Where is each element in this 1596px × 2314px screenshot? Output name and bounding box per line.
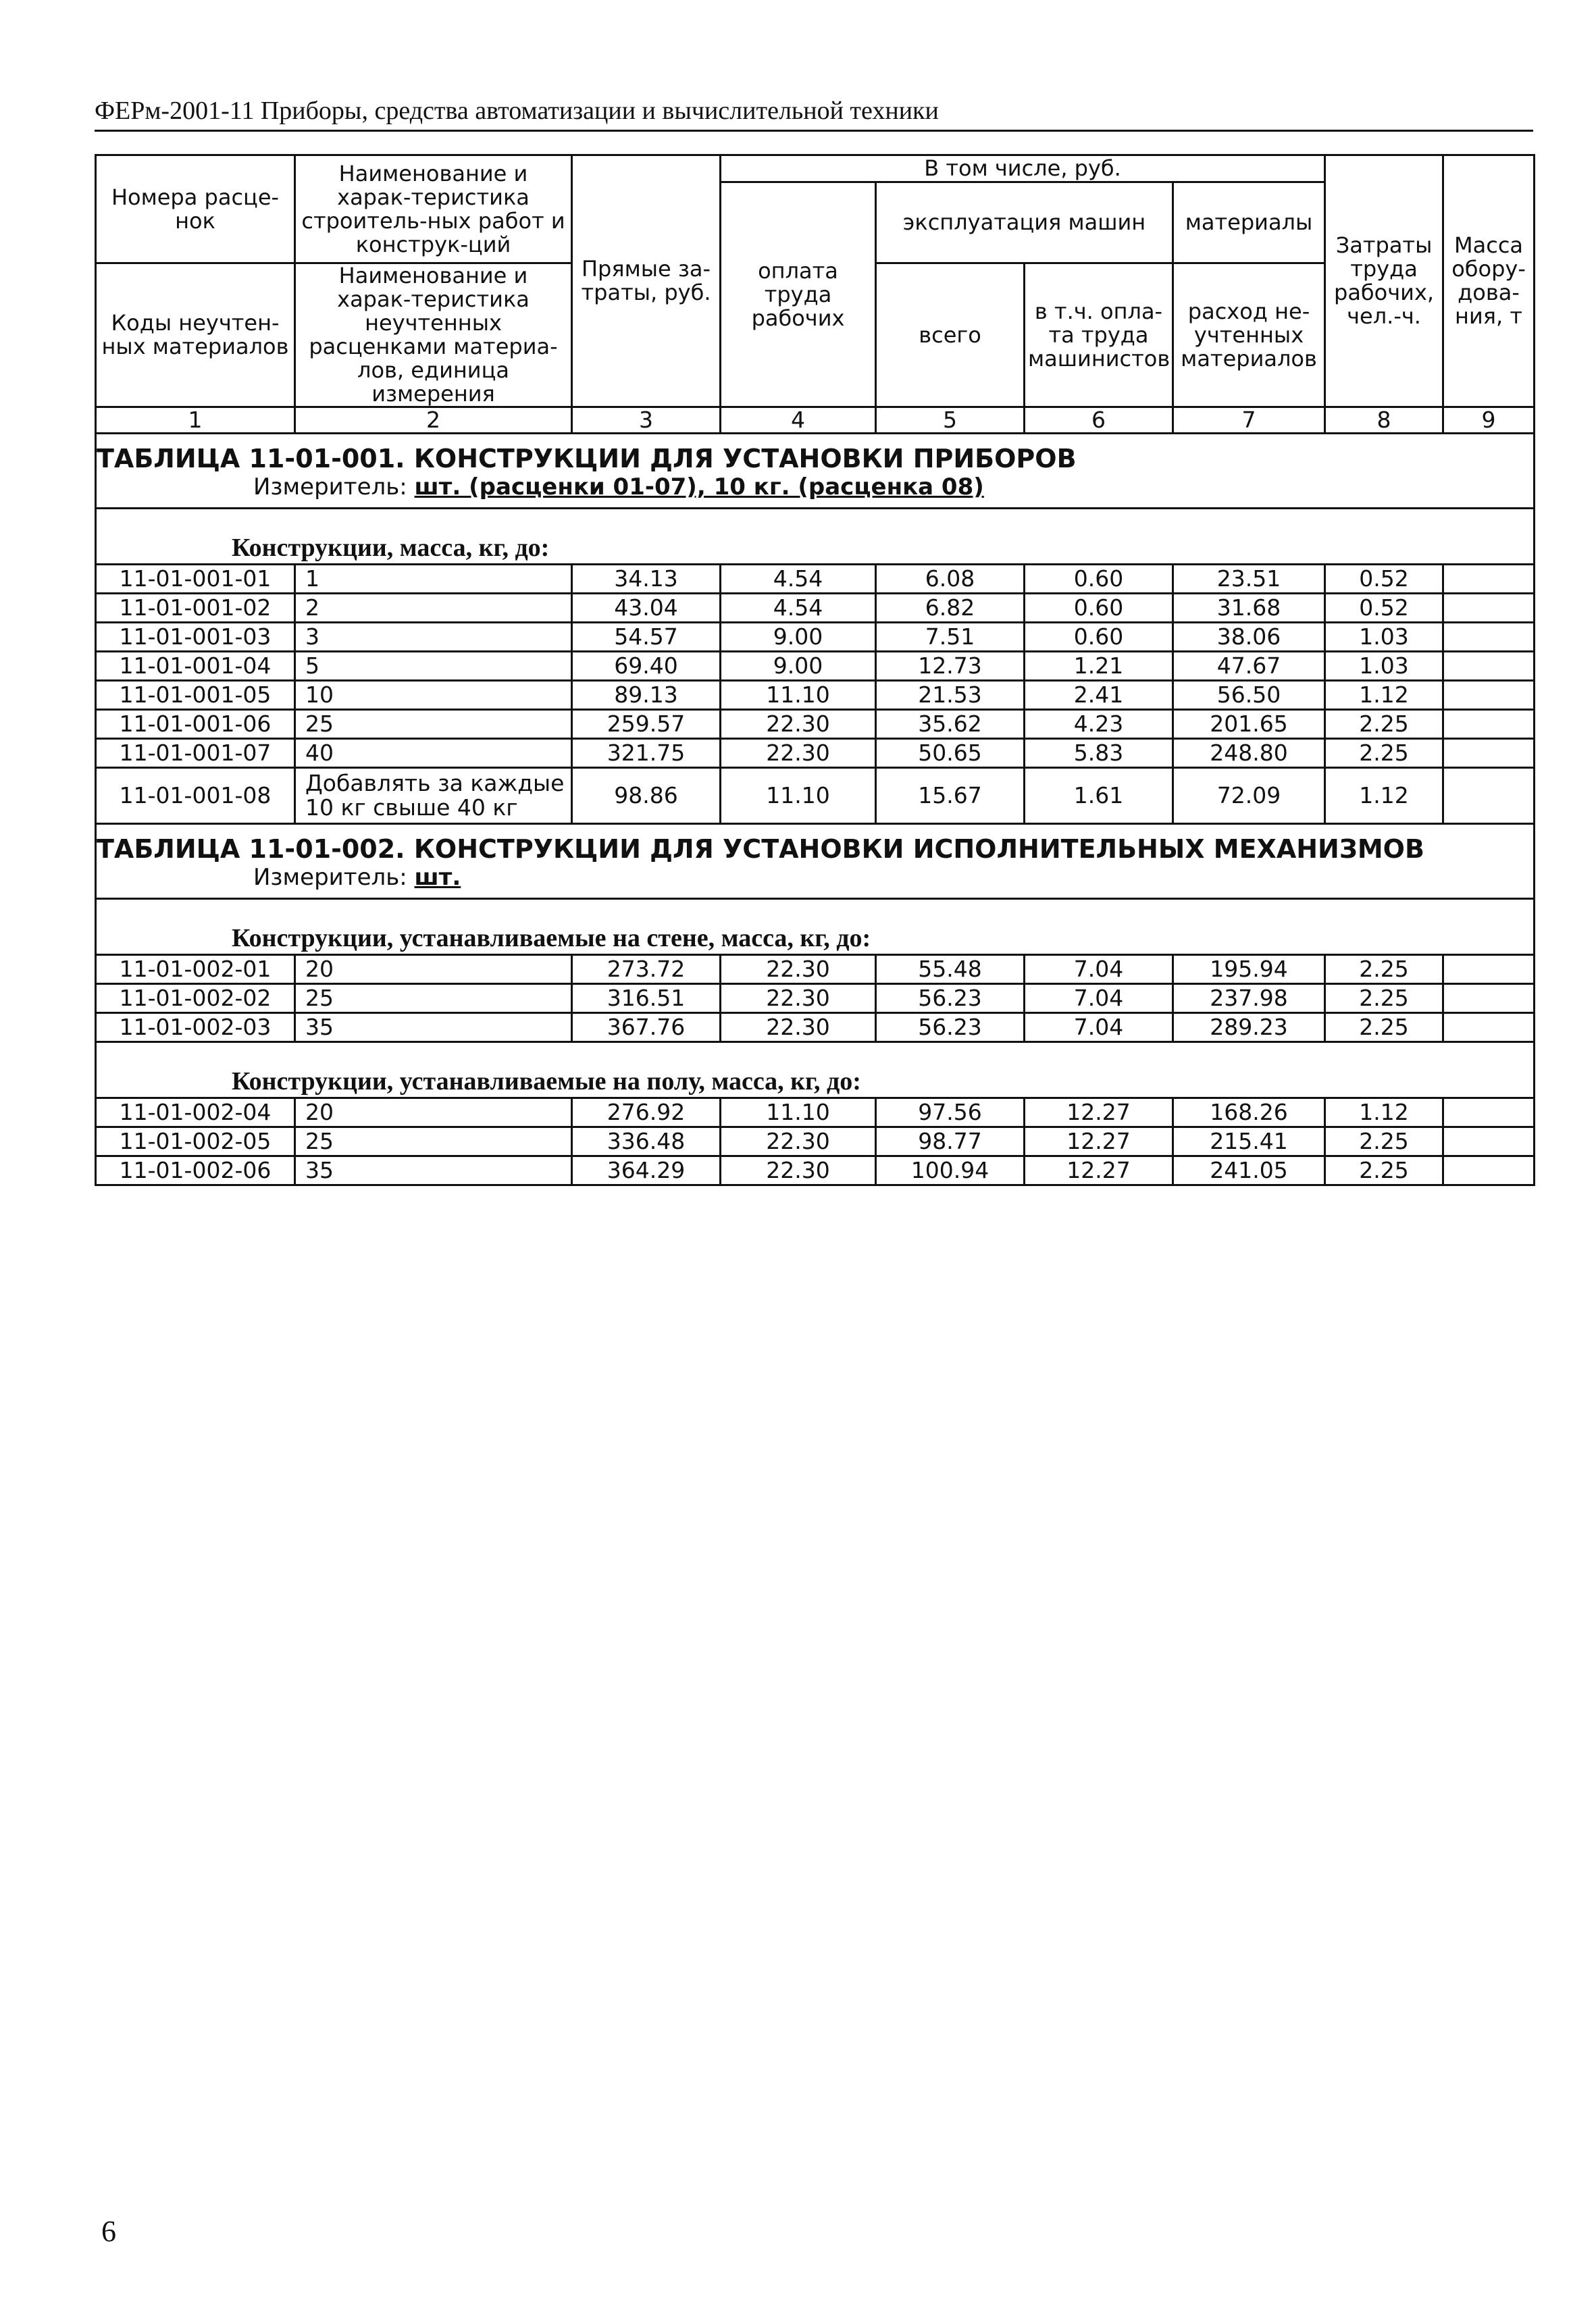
- labor-hours-cell: 0.52: [1325, 565, 1443, 594]
- table-row: [96, 1127, 1535, 1156]
- machines-total-cell: 50.65: [876, 739, 1025, 768]
- labor-hours-cell: 1.12: [1325, 1098, 1443, 1127]
- labor-hours-cell: 2.25: [1325, 984, 1443, 1013]
- measure-value: шт. (расценки 01-07), 10 кг. (расценка 08): [414, 473, 984, 500]
- materials-cell: 289.23: [1173, 1013, 1325, 1042]
- direct-costs-cell: 276.92: [572, 1098, 721, 1127]
- work-name-cell: 25: [295, 1127, 572, 1156]
- worker-pay-cell: 22.30: [721, 1013, 876, 1042]
- direct-costs-cell: 34.13: [572, 565, 721, 594]
- worker-pay-cell: 9.00: [721, 652, 876, 681]
- table-row: [96, 739, 1535, 768]
- worker-pay-cell: 22.30: [721, 1156, 876, 1185]
- worker-pay-cell: 22.30: [721, 984, 876, 1013]
- worker-pay-cell: 11.10: [721, 768, 876, 824]
- work-name-cell: 3: [295, 623, 572, 652]
- machines-total-cell: 35.62: [876, 710, 1025, 739]
- page-number: 6: [101, 2215, 116, 2248]
- machines-total-cell: 15.67: [876, 768, 1025, 824]
- operator-pay-cell: 4.23: [1025, 710, 1173, 739]
- materials-cell: 248.80: [1173, 739, 1325, 768]
- equipment-mass-cell: [1443, 652, 1535, 681]
- materials-cell: 215.41: [1173, 1127, 1325, 1156]
- column-number: 4: [721, 407, 876, 434]
- labor-hours-cell: 2.25: [1325, 1013, 1443, 1042]
- rate-code-cell: 11-01-002-05: [96, 1127, 295, 1156]
- col-work-name-header: Наименование и харак-теристика строитель-ных работ и конструк-ций: [295, 155, 572, 263]
- rate-code-cell: 11-01-001-03: [96, 623, 295, 652]
- column-numbers-row: [96, 407, 1535, 434]
- col-operator-pay-header: в т.ч. опла-та труда машинистов: [1025, 263, 1173, 407]
- column-number: 3: [572, 407, 721, 434]
- operator-pay-cell: 12.27: [1025, 1127, 1173, 1156]
- rates-table: [95, 154, 1535, 1186]
- equipment-mass-cell: [1443, 623, 1535, 652]
- rate-code-cell: 11-01-002-06: [96, 1156, 295, 1185]
- operator-pay-cell: 0.60: [1025, 594, 1173, 623]
- materials-cell: 38.06: [1173, 623, 1325, 652]
- table-row: [96, 565, 1535, 594]
- materials-cell: 241.05: [1173, 1156, 1325, 1185]
- column-number: 2: [295, 407, 572, 434]
- machines-total-cell: 56.23: [876, 1013, 1025, 1042]
- rate-code-cell: 11-01-002-02: [96, 984, 295, 1013]
- work-name-cell: 20: [295, 1098, 572, 1127]
- rate-code-cell: 11-01-001-01: [96, 565, 295, 594]
- direct-costs-cell: 321.75: [572, 739, 721, 768]
- work-name-cell: 20: [295, 955, 572, 984]
- column-number: 5: [876, 407, 1025, 434]
- work-name-cell: 10: [295, 681, 572, 710]
- equipment-mass-cell: [1443, 984, 1535, 1013]
- rate-code-cell: 11-01-002-01: [96, 955, 295, 984]
- direct-costs-cell: 43.04: [572, 594, 721, 623]
- labor-hours-cell: 2.25: [1325, 1127, 1443, 1156]
- machines-total-cell: 98.77: [876, 1127, 1025, 1156]
- measure-line: [96, 473, 1535, 509]
- rate-code-cell: 11-01-001-06: [96, 710, 295, 739]
- equipment-mass-cell: [1443, 1098, 1535, 1127]
- rate-code-cell: 11-01-002-03: [96, 1013, 295, 1042]
- col-machines-total-header: всего: [876, 263, 1025, 407]
- labor-hours-cell: 1.03: [1325, 623, 1443, 652]
- col-unlisted-materials-header: Наименование и харак-теристика неучтенных расценками материа-лов, единица измерения: [295, 263, 572, 407]
- work-name-cell: 25: [295, 984, 572, 1013]
- machines-total-cell: 6.82: [876, 594, 1025, 623]
- labor-hours-cell: 2.25: [1325, 739, 1443, 768]
- operator-pay-cell: 7.04: [1025, 955, 1173, 984]
- worker-pay-cell: 22.30: [721, 710, 876, 739]
- labor-hours-cell: 2.25: [1325, 955, 1443, 984]
- col-unlisted-codes-header: Коды неучтен-ных материалов: [96, 263, 295, 407]
- worker-pay-cell: 4.54: [721, 565, 876, 594]
- worker-pay-cell: 22.30: [721, 739, 876, 768]
- table-row: [96, 768, 1535, 824]
- operator-pay-cell: 5.83: [1025, 739, 1173, 768]
- materials-cell: 201.65: [1173, 710, 1325, 739]
- materials-cell: 56.50: [1173, 681, 1325, 710]
- labor-hours-cell: 2.25: [1325, 710, 1443, 739]
- operator-pay-cell: 12.27: [1025, 1098, 1173, 1127]
- operator-pay-cell: 0.60: [1025, 565, 1173, 594]
- worker-pay-cell: 11.10: [721, 681, 876, 710]
- worker-pay-cell: 11.10: [721, 1098, 876, 1127]
- materials-cell: 168.26: [1173, 1098, 1325, 1127]
- column-number: 6: [1025, 407, 1173, 434]
- equipment-mass-cell: [1443, 1156, 1535, 1185]
- direct-costs-cell: 316.51: [572, 984, 721, 1013]
- operator-pay-cell: 2.41: [1025, 681, 1173, 710]
- work-name-cell: 35: [295, 1156, 572, 1185]
- worker-pay-cell: 9.00: [721, 623, 876, 652]
- labor-hours-cell: 2.25: [1325, 1156, 1443, 1185]
- operator-pay-cell: 1.61: [1025, 768, 1173, 824]
- work-name-cell: 35: [295, 1013, 572, 1042]
- direct-costs-cell: 273.72: [572, 955, 721, 984]
- operator-pay-cell: 7.04: [1025, 1013, 1173, 1042]
- rate-code-cell: 11-01-001-08: [96, 768, 295, 824]
- section-heading: Конструкции, устанавливаемые на стене, масса, кг, до:: [96, 899, 1535, 955]
- rate-code-cell: 11-01-001-07: [96, 739, 295, 768]
- direct-costs-cell: 69.40: [572, 652, 721, 681]
- work-name-cell: 2: [295, 594, 572, 623]
- equipment-mass-cell: [1443, 594, 1535, 623]
- rate-code-cell: 11-01-001-02: [96, 594, 295, 623]
- page-header: ФЕРм-2001-11 Приборы, средства автоматизации и вычислительной техники: [95, 97, 939, 125]
- column-number: 9: [1443, 407, 1535, 434]
- measure-value: шт.: [414, 864, 461, 891]
- materials-cell: 47.67: [1173, 652, 1325, 681]
- operator-pay-cell: 7.04: [1025, 984, 1173, 1013]
- equipment-mass-cell: [1443, 739, 1535, 768]
- table-row: [96, 652, 1535, 681]
- worker-pay-cell: 4.54: [721, 594, 876, 623]
- rate-code-cell: 11-01-001-04: [96, 652, 295, 681]
- rate-code-cell: 11-01-001-05: [96, 681, 295, 710]
- machines-total-cell: 56.23: [876, 984, 1025, 1013]
- table-title: ТАБЛИЦА 11-01-001. КОНСТРУКЦИИ ДЛЯ УСТАНОВКИ ПРИБОРОВ: [96, 434, 1535, 474]
- table-title: ТАБЛИЦА 11-01-002. КОНСТРУКЦИИ ДЛЯ УСТАНОВКИ ИСПОЛНИТЕЛЬНЫХ МЕХАНИЗМОВ: [96, 824, 1535, 865]
- machines-total-cell: 55.48: [876, 955, 1025, 984]
- col-machines-group-header: эксплуатация машин: [876, 182, 1173, 263]
- labor-hours-cell: 0.52: [1325, 594, 1443, 623]
- work-name-cell: 25: [295, 710, 572, 739]
- operator-pay-cell: 1.21: [1025, 652, 1173, 681]
- direct-costs-cell: 89.13: [572, 681, 721, 710]
- equipment-mass-cell: [1443, 710, 1535, 739]
- column-number: 7: [1173, 407, 1325, 434]
- equipment-mass-cell: [1443, 1013, 1535, 1042]
- section-heading: Конструкции, устанавливаемые на полу, масса, кг, до:: [96, 1042, 1535, 1098]
- equipment-mass-cell: [1443, 1127, 1535, 1156]
- equipment-mass-cell: [1443, 681, 1535, 710]
- labor-hours-cell: 1.12: [1325, 768, 1443, 824]
- machines-total-cell: 12.73: [876, 652, 1025, 681]
- rate-code-cell: 11-01-002-04: [96, 1098, 295, 1127]
- column-number: 8: [1325, 407, 1443, 434]
- worker-pay-cell: 22.30: [721, 955, 876, 984]
- measure-line: [96, 864, 1535, 899]
- machines-total-cell: 97.56: [876, 1098, 1025, 1127]
- measure-label: Измеритель:: [253, 864, 407, 891]
- col-direct-costs-header: Прямые за-траты, руб.: [572, 155, 721, 407]
- table-row: [96, 1098, 1535, 1127]
- header-rule: [95, 130, 1533, 132]
- direct-costs-cell: 364.29: [572, 1156, 721, 1185]
- work-name-cell: 40: [295, 739, 572, 768]
- equipment-mass-cell: [1443, 955, 1535, 984]
- work-name-cell: Добавлять за каждые 10 кг свыше 40 кг: [295, 768, 572, 824]
- equipment-mass-cell: [1443, 565, 1535, 594]
- machines-total-cell: 21.53: [876, 681, 1025, 710]
- materials-cell: 31.68: [1173, 594, 1325, 623]
- section-heading: Конструкции, масса, кг, до:: [96, 509, 1535, 565]
- direct-costs-cell: 259.57: [572, 710, 721, 739]
- direct-costs-cell: 54.57: [572, 623, 721, 652]
- rates-sheet: [95, 154, 1533, 1186]
- column-number: 1: [96, 407, 295, 434]
- table-row: [96, 984, 1535, 1013]
- equipment-mass-cell: [1443, 768, 1535, 824]
- direct-costs-cell: 98.86: [572, 768, 721, 824]
- table-row: [96, 955, 1535, 984]
- table-row: [96, 1013, 1535, 1042]
- work-name-cell: 5: [295, 652, 572, 681]
- col-rate-numbers-header: Номера расце-нок: [96, 155, 295, 263]
- direct-costs-cell: 336.48: [572, 1127, 721, 1156]
- col-worker-pay-header: оплата труда рабочих: [721, 182, 876, 407]
- worker-pay-cell: 22.30: [721, 1127, 876, 1156]
- table-row: [96, 710, 1535, 739]
- materials-cell: 195.94: [1173, 955, 1325, 984]
- machines-total-cell: 7.51: [876, 623, 1025, 652]
- materials-cell: 237.98: [1173, 984, 1325, 1013]
- materials-cell: 72.09: [1173, 768, 1325, 824]
- materials-cell: 23.51: [1173, 565, 1325, 594]
- labor-hours-cell: 1.12: [1325, 681, 1443, 710]
- col-materials-group-header: материалы: [1173, 182, 1325, 263]
- table-row: [96, 623, 1535, 652]
- machines-total-cell: 6.08: [876, 565, 1025, 594]
- col-including-group-header: В том числе, руб.: [721, 155, 1325, 182]
- operator-pay-cell: 12.27: [1025, 1156, 1173, 1185]
- col-labor-hours-header: Затраты труда рабочих, чел.-ч.: [1325, 155, 1443, 407]
- col-unlisted-usage-header: расход не-учтенных материалов: [1173, 263, 1325, 407]
- table-row: [96, 594, 1535, 623]
- labor-hours-cell: 1.03: [1325, 652, 1443, 681]
- work-name-cell: 1: [295, 565, 572, 594]
- table-row: [96, 1156, 1535, 1185]
- operator-pay-cell: 0.60: [1025, 623, 1173, 652]
- direct-costs-cell: 367.76: [572, 1013, 721, 1042]
- table-row: [96, 681, 1535, 710]
- machines-total-cell: 100.94: [876, 1156, 1025, 1185]
- measure-label: Измеритель:: [253, 473, 407, 500]
- col-equipment-mass-header: Масса обору-дова-ния, т: [1443, 155, 1535, 407]
